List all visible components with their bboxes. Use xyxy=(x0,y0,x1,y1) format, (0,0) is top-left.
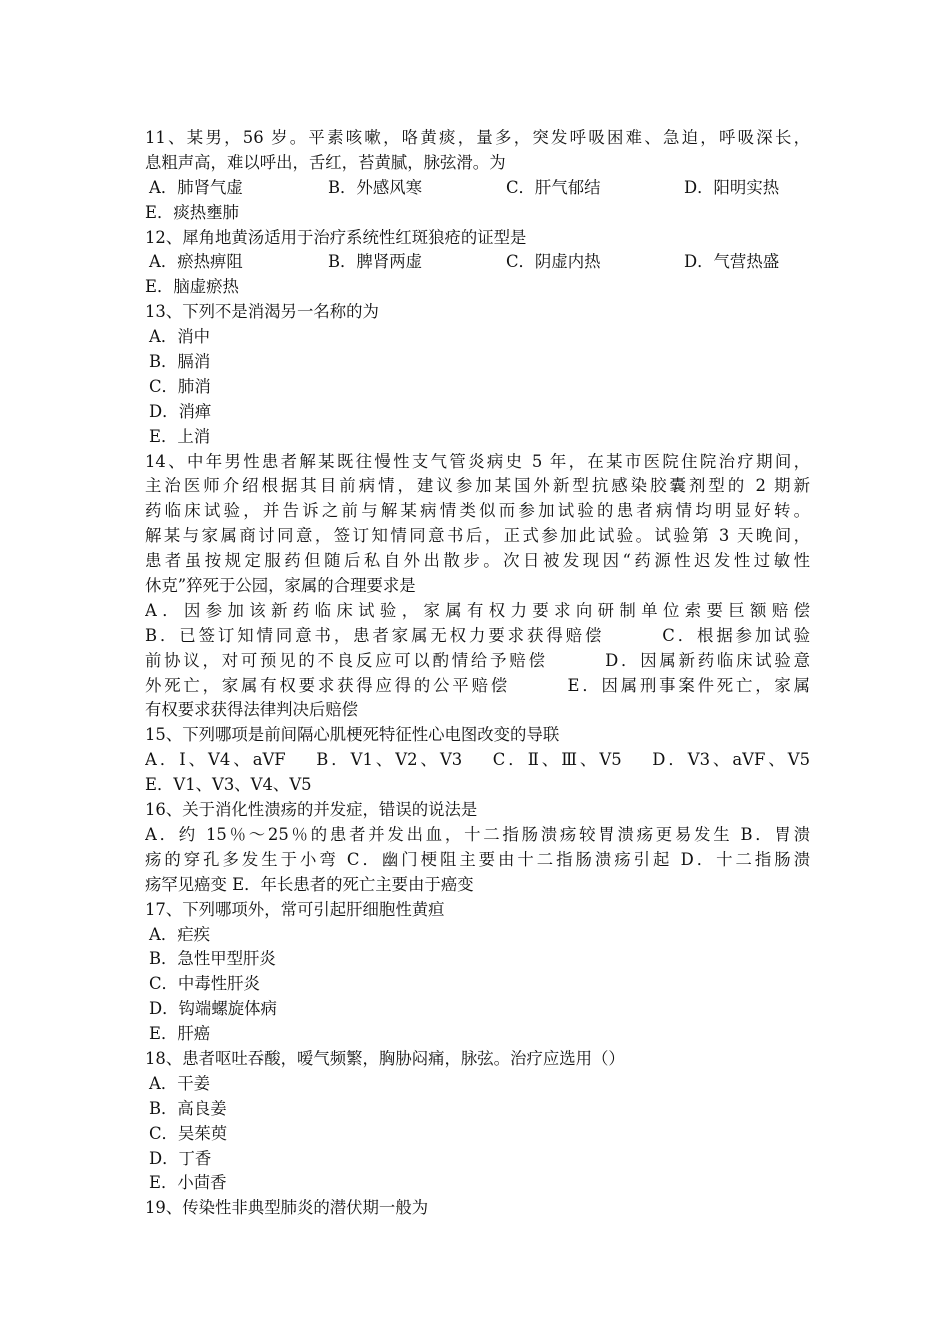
option: D．丁香 xyxy=(149,1148,212,1168)
option-text: B．已签订知情同意书，患者家属无权力要求获得赔偿 C．根据参加试验 xyxy=(145,625,810,645)
option: B．膈消 xyxy=(149,352,211,372)
question-text: 息粗声高，难以呼出，舌红，苔黄腻，脉弦滑。为 xyxy=(145,152,506,172)
question-11 xyxy=(145,126,810,226)
option: E．上消 xyxy=(149,426,211,446)
question-18 xyxy=(145,1047,810,1196)
question-text: 13、下列不是消渴另一名称的为 xyxy=(145,302,379,322)
question-13 xyxy=(145,300,810,449)
question-15 xyxy=(145,723,810,798)
option: A．瘀热痹阻 xyxy=(149,252,243,272)
question-text: 18、患者呕吐吞酸，嗳气频繁，胸胁闷痛，脉弦。治疗应选用（） xyxy=(145,1048,625,1068)
option: E．肝癌 xyxy=(149,1024,211,1044)
option: D．阳明实热 xyxy=(684,177,780,197)
option: E．痰热壅肺 xyxy=(145,202,239,222)
option-text: 疡罕见癌变 E．年长患者的死亡主要由于癌变 xyxy=(145,874,474,894)
option-row xyxy=(145,176,810,201)
option: D．消瘅 xyxy=(149,401,212,421)
question-text: 主治医师介绍根据其目前病情，建议参加某国外新型抗感染胶囊剂型的 2 期新 xyxy=(145,476,810,496)
option: B．外感风寒 xyxy=(328,177,422,197)
option-text: 外死亡，家属有权要求获得应得的公平赔偿 E．因属刑事案件死亡，家属 xyxy=(145,675,810,695)
question-16 xyxy=(145,798,810,898)
option-text: 有权要求获得法律判决后赔偿 xyxy=(145,700,359,720)
option: E．小茴香 xyxy=(149,1173,227,1193)
option-text: A．因参加该新药临床试验，家属有权力要求向研制单位索要巨额赔偿 xyxy=(145,600,810,620)
question-text: 解某与家属商讨同意，签订知情同意书后，正式参加此试验。试验第 3 天晚间， xyxy=(145,526,810,546)
question-14 xyxy=(145,450,810,724)
question-text: 患者虽按规定服药但随后私自外出散步。次日被发现因“药源性迟发性过敏性 xyxy=(145,551,810,571)
option: A．消中 xyxy=(149,327,211,347)
question-text: 17、下列哪项外，常可引起肝细胞性黄疸 xyxy=(145,899,445,919)
question-19 xyxy=(145,1196,810,1221)
question-12 xyxy=(145,226,810,301)
option: D．钩端螺旋体病 xyxy=(149,999,277,1019)
option-text: A．约 15％～25％的患者并发出血，十二指肠溃疡较胃溃疡更易发生 B．胃溃 xyxy=(145,824,810,844)
question-17 xyxy=(145,898,810,1047)
option-text: 疡的穿孔多发生于小弯 C．幽门梗阻主要由十二指肠溃疡引起 D．十二指肠溃 xyxy=(145,849,810,869)
option: B．脾肾两虚 xyxy=(328,252,422,272)
question-text: 16、关于消化性溃疡的并发症，错误的说法是 xyxy=(145,800,478,820)
option: A．干姜 xyxy=(149,1073,211,1093)
option: A．疟疾 xyxy=(149,924,211,944)
document-page xyxy=(145,126,810,1221)
option: B．急性甲型肝炎 xyxy=(149,949,276,969)
option: C．肺消 xyxy=(149,376,211,396)
option: B．高良姜 xyxy=(149,1098,227,1118)
option: C．吴茱萸 xyxy=(149,1123,228,1143)
question-text: 19、传染性非典型肺炎的潜伏期一般为 xyxy=(145,1198,429,1218)
option: D．气营热盛 xyxy=(684,252,780,272)
question-text: 12、犀角地黄汤适用于治疗系统性红斑狼疮的证型是 xyxy=(145,227,527,247)
option-row xyxy=(145,250,810,275)
option: C．中毒性肝炎 xyxy=(149,974,260,994)
question-text: 15、下列哪项是前间隔心肌梗死特征性心电图改变的导联 xyxy=(145,725,560,745)
question-text: 14、中年男性患者解某既往慢性支气管炎病史 5 年，在某市医院住院治疗期间， xyxy=(145,451,810,471)
option-text: E．V1、V3、V4、V5 xyxy=(145,775,312,795)
option: C．肝气郁结 xyxy=(506,177,601,197)
option: A．肺肾气虚 xyxy=(149,177,243,197)
question-text: 药临床试验，并告诉之前与解某病情类似而参加试验的患者病情均明显好转。 xyxy=(145,501,810,521)
question-text: 休克”猝死于公园，家属的合理要求是 xyxy=(145,576,416,596)
option: E．脑虚瘀热 xyxy=(145,277,239,297)
question-text: 11、某男，56 岁。平素咳嗽，咯黄痰，量多，突发呼吸困难、急迫，呼吸深长， xyxy=(145,128,810,147)
option-text: A．Ⅰ、V4、aVF B．V1、V2、V3 C．Ⅱ、Ⅲ、V5 D．V3、aVF、V5 xyxy=(145,750,810,770)
option: C．阴虚内热 xyxy=(506,252,601,272)
option-text: 前协议，对可预见的不良反应可以酌情给予赔偿 D．因属新药临床试验意 xyxy=(145,650,810,670)
